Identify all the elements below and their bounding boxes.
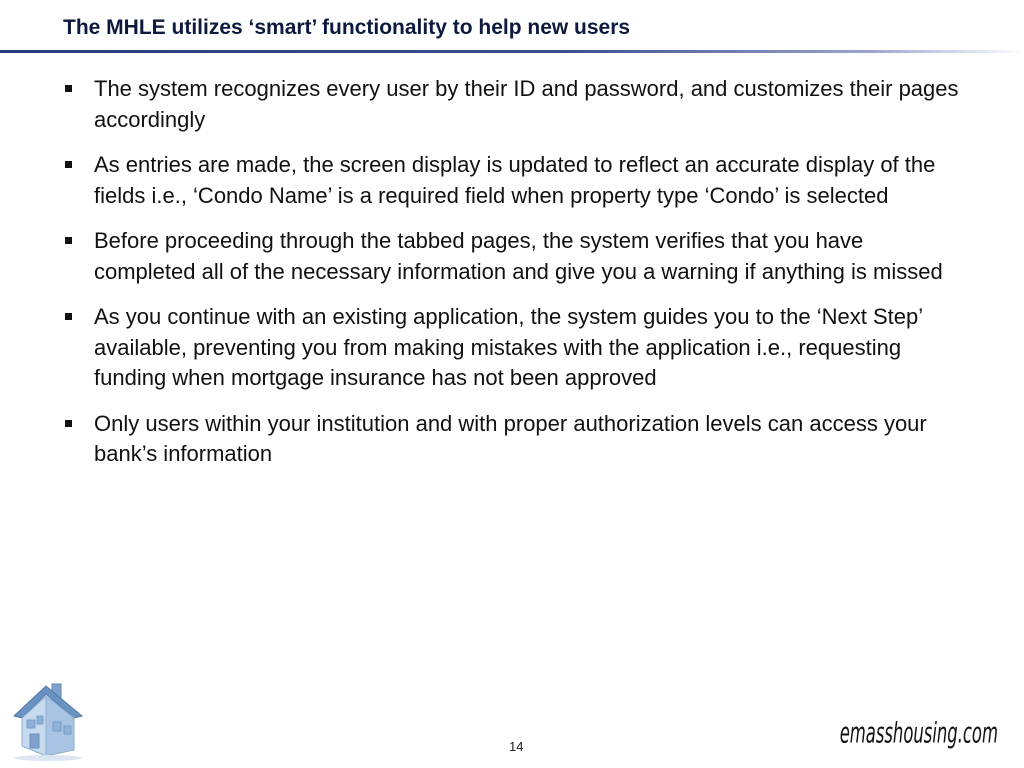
bullet-text: Only users within your institution and with proper authorization levels can access your bank’s information	[94, 410, 927, 466]
bullet-item	[60, 302, 970, 394]
bullet-list	[60, 74, 970, 485]
bullet-text: Before proceeding through the tabbed pages, the system verifies that you have completed all of the necessary information and give you a warning if anything is missed	[94, 228, 943, 284]
title-divider	[0, 50, 1024, 53]
bullet-item	[60, 226, 970, 287]
square-bullet-icon	[65, 420, 72, 427]
bullet-text: As entries are made, the screen display is updated to reflect an accurate display of the fields i.e., ‘Condo Name’ is a required field when property type ‘Condo’ is selected	[94, 152, 936, 208]
bullet-item	[60, 409, 970, 470]
bullet-item	[60, 74, 970, 135]
page-number: 14	[509, 739, 524, 754]
square-bullet-icon	[65, 237, 72, 244]
house-logo-icon	[8, 676, 88, 762]
bullet-text: The system recognizes every user by their ID and password, and customizes their pages accordingly	[94, 76, 959, 132]
slide-title: The MHLE utilizes ‘smart’ functionality to help new users	[63, 16, 631, 39]
bullet-item	[60, 150, 970, 211]
bullet-text: As you continue with an existing application, the system guides you to the ‘Next Step’ available, preventing you from making mistakes with the application i.e., requesting funding when mortgage insurance has not been approved	[94, 304, 923, 390]
emasshousing-logo	[838, 701, 998, 751]
square-bullet-icon	[65, 85, 72, 92]
square-bullet-icon	[65, 313, 72, 320]
square-bullet-icon	[65, 161, 72, 168]
logo-text: emasshousing.com	[839, 715, 998, 750]
